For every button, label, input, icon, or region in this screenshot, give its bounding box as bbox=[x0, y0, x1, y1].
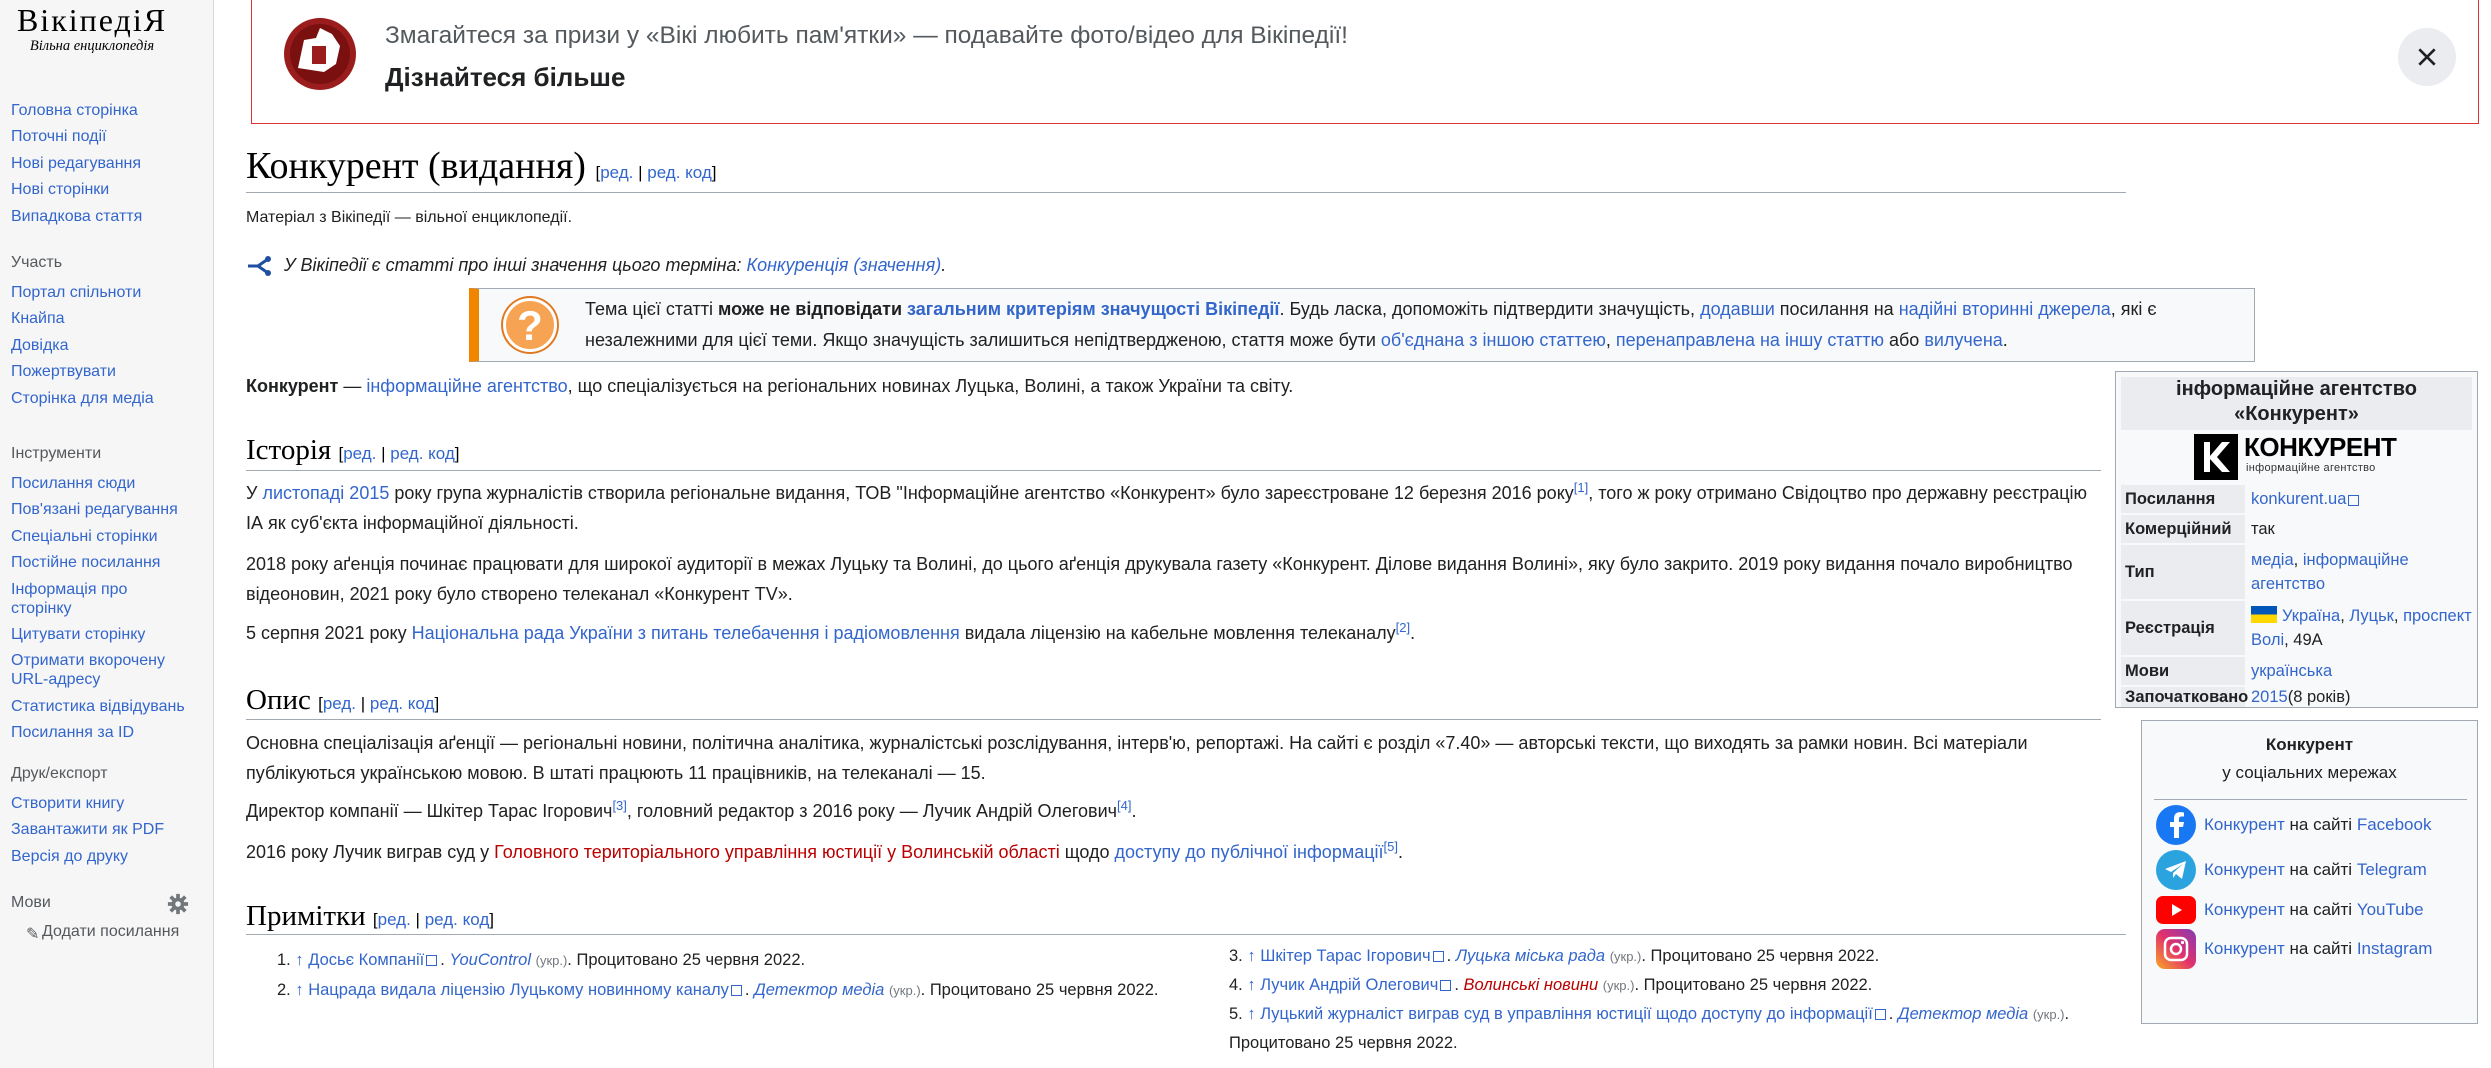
facebook-icon bbox=[2156, 805, 2196, 845]
description-heading: Опис [ред. | ред. код] bbox=[246, 684, 440, 716]
reference-1: 1. ↑ Досьє Компанії . YouControl (укр.). Процитовано 25 червня 2022. bbox=[277, 951, 806, 969]
participation-section bbox=[11, 253, 207, 415]
description-edit-link[interactable]: ред. bbox=[322, 694, 357, 713]
banner-close-button[interactable] bbox=[2398, 28, 2456, 86]
banner-learn-more-link[interactable]: Дізнайтеся більше bbox=[385, 62, 626, 92]
ref-3-title-link[interactable]: Шкітер Тарас Ігорович bbox=[1260, 947, 1431, 965]
sidebar bbox=[0, 0, 214, 1068]
reference-2: 2. ↑ Нацрада видала ліцензію Луцькому новинному каналу . Детектор медіа (укр.). Процитовано 25 червня 2022. bbox=[277, 981, 1159, 999]
notes-edit-link[interactable]: ред. bbox=[377, 910, 411, 929]
youtube-icon bbox=[2156, 890, 2196, 930]
telegram-icon bbox=[2156, 850, 2196, 890]
wiki-loves-monuments-logo bbox=[274, 16, 366, 92]
wikipedia-logo[interactable] bbox=[14, 2, 170, 54]
ref-1-link[interactable]: [1] bbox=[1573, 480, 1589, 495]
external-link-icon bbox=[426, 955, 437, 966]
disambiguation-link[interactable]: Конкуренція (значення) bbox=[746, 255, 942, 275]
deletion-link[interactable]: вилучена bbox=[1924, 330, 2003, 350]
social-title: Конкурент bbox=[2265, 735, 2354, 754]
ref-5-publisher-link[interactable]: Детектор медіа bbox=[1897, 1005, 2029, 1023]
ref-4-publisher-link[interactable]: Волинські новини bbox=[1463, 976, 1599, 994]
external-link-icon bbox=[1875, 1009, 1886, 1020]
add-links-button[interactable]: Додати посилання bbox=[42, 923, 180, 940]
notes-edit-source-link[interactable]: ред. код bbox=[424, 910, 490, 929]
type-news-agency-link[interactable]: інформаційне агентство bbox=[2251, 551, 2409, 593]
title-divider bbox=[246, 192, 2126, 193]
instagram-site-link[interactable]: Instagram bbox=[2356, 939, 2433, 958]
language-ukrainian-link[interactable]: українська bbox=[2251, 662, 2333, 680]
external-link-icon bbox=[1433, 951, 1444, 962]
ref-5-title-link[interactable]: Луцький журналіст виграв суд в управління юстиції щодо доступу до інформації bbox=[1260, 1005, 1873, 1023]
konkurent-logo-mark bbox=[2194, 434, 2238, 480]
public-info-access-link[interactable]: доступу до публічної інформації bbox=[1114, 842, 1384, 862]
ref-5-link[interactable]: [5] bbox=[1383, 839, 1398, 854]
ref-4-title-link[interactable]: Лучик Андрій Олегович bbox=[1260, 976, 1439, 994]
social-row-instagram: Конкурент на сайті Instagram bbox=[2156, 929, 2432, 969]
notability-criteria-link[interactable]: загальним критеріям значущості Вікіпедії bbox=[907, 299, 1280, 319]
ref-1-publisher-link[interactable]: YouControl bbox=[449, 951, 532, 969]
description-paragraph-3: 2016 року Лучик виграв суд у Головного територіального управління юстиції у Волинській області щодо доступу до публічної інформації[5]. bbox=[246, 839, 1404, 862]
tool-short-url[interactable]: Отримати вкорочену URL-адресу bbox=[11, 652, 165, 689]
languages-header: Мови bbox=[11, 894, 51, 911]
logo-title: ВікіпедіЯ bbox=[16, 2, 168, 38]
ref-1-title-link[interactable]: Досьє Компанії bbox=[308, 951, 425, 969]
infobox-title: інформаційне агентство «Конкурент» bbox=[2121, 377, 2472, 430]
history-paragraph-2: 2018 року аґенція починає працювати для широкої аудиторії в межах Луцьку та Волині, до цього аґенція друкувала газету «Конкурент. Ділове видання Волині», яку було закрито. 2019 року видання почало виробництво відеоновин, 2021 року було створено телеканал «Конкурент TV». bbox=[246, 554, 2073, 604]
banner-text: Змагайтеся за призи у «Вікі любить пам'ятки» — подавайте фото/відео для Вікіпедії! bbox=[385, 22, 1348, 49]
title-edit-link[interactable]: ред. bbox=[600, 163, 634, 182]
infobox-row-founded: Започатковано 2015 (8 років) bbox=[2121, 687, 2472, 707]
ref-2-title-link[interactable]: Нацрада видала ліцензію Луцькому новинному каналу bbox=[308, 981, 729, 999]
infobox-row-registration: Реєстрація Україна, Луцьк, проспект Волі, 49А bbox=[2121, 601, 2472, 655]
november-2015-link[interactable]: листопаді 2015 bbox=[262, 483, 390, 503]
page-title: Конкурент (видання) [ред. | ред. код] bbox=[246, 145, 717, 187]
merge-link[interactable]: об'єднана з іншою статтею bbox=[1380, 330, 1606, 350]
print-section bbox=[11, 764, 207, 873]
print-header: Друк/експорт bbox=[11, 765, 108, 782]
ref-3-publisher-link[interactable]: Луцька міська рада bbox=[1455, 947, 1606, 965]
news-agency-link[interactable]: інформаційне агентство bbox=[366, 376, 568, 396]
nav-random-article[interactable]: Випадкова стаття bbox=[11, 207, 143, 225]
description-edit-source-link[interactable]: ред. код bbox=[369, 694, 435, 713]
ref-4-backlink[interactable]: ↑ bbox=[1247, 976, 1256, 994]
pencil-icon: ✎ bbox=[26, 926, 40, 943]
ref-2-backlink[interactable]: ↑ bbox=[295, 981, 304, 999]
nav-village-pump[interactable]: Кнайпа bbox=[11, 310, 65, 328]
social-row-telegram: Конкурент на сайті Telegram bbox=[2156, 850, 2427, 890]
infobox-row-type: Тип медіа, інформаційне агентство bbox=[2121, 545, 2472, 599]
ref-5-backlink[interactable]: ↑ bbox=[1247, 1005, 1256, 1023]
gear-icon[interactable] bbox=[167, 893, 189, 915]
tool-page-views[interactable]: Статистика відвідувань bbox=[11, 697, 185, 715]
reg-lutsk-link[interactable]: Луцьк bbox=[2349, 607, 2394, 625]
notes-divider bbox=[246, 934, 2126, 935]
social-divider bbox=[2154, 799, 2467, 800]
site-tagline: Матеріал з Вікіпедії — вільної енциклопедії. bbox=[246, 209, 573, 226]
justice-department-redlink[interactable]: Головного територіального управління юстиції у Волинській області bbox=[494, 842, 1060, 862]
nav-main-page[interactable]: Головна сторінка bbox=[11, 102, 138, 119]
print-create-book[interactable]: Створити книгу bbox=[11, 795, 125, 812]
nav-donate[interactable]: Пожертвувати bbox=[11, 363, 116, 381]
reg-ukraine-link[interactable]: Україна bbox=[2282, 607, 2341, 625]
tool-cite-page[interactable]: Цитувати сторінку bbox=[11, 625, 146, 643]
reg-prospect-voli-link[interactable]: проспект Волі bbox=[2251, 607, 2472, 649]
external-link-icon bbox=[1440, 980, 1451, 991]
redirect-link[interactable]: перенаправлена на іншу статтю bbox=[1615, 330, 1884, 350]
website-link[interactable]: konkurent.ua bbox=[2251, 490, 2347, 508]
lead-paragraph: Конкурент — інформаційне агентство, що спеціалізується на регіональних новинах Луцька, Волині, а також України та світу. bbox=[246, 376, 1294, 396]
nav-recent-changes[interactable]: Нові редагування bbox=[11, 154, 142, 172]
tools-section bbox=[11, 444, 207, 750]
ref-2-link[interactable]: [2] bbox=[1395, 620, 1411, 635]
question-mark-icon: ? bbox=[503, 298, 557, 352]
social-subtitle: у соціальних мережах bbox=[2222, 763, 2397, 782]
print-download-pdf[interactable]: Завантажити як PDF bbox=[11, 821, 165, 839]
telegram-profile-link[interactable]: Конкурент bbox=[2204, 860, 2285, 879]
disambiguation-icon bbox=[246, 256, 272, 276]
participation-header: Участь bbox=[11, 254, 63, 271]
reference-5: 5. ↑ Луцький журналіст виграв суд в управління юстиції щодо доступу до інформації . Детектор медіа (укр.). Процитовано 25 червня 2022. bbox=[1229, 1005, 2070, 1052]
youtube-profile-link[interactable]: Конкурент bbox=[2204, 900, 2285, 919]
type-media-link[interactable]: медіа bbox=[2251, 551, 2294, 569]
history-edit-link[interactable]: ред. bbox=[343, 444, 377, 463]
tool-what-links-here[interactable]: Посилання сюди bbox=[11, 475, 136, 492]
disambiguation-hatnote: У Вікіпедії є статті про інші значення цього терміна: Конкуренція (значення). bbox=[246, 255, 946, 276]
tool-related-changes[interactable]: Пов'язані редагування bbox=[11, 501, 178, 519]
logo-subtitle: Вільна енциклопедія bbox=[29, 38, 155, 54]
external-link-icon bbox=[731, 985, 742, 996]
notes-heading: Примітки [ред. | ред. код] bbox=[246, 900, 494, 932]
notability-text: Тема цієї статті може не відповідати загальним критеріям значущості Вікіпедії. Будь ласка, допоможіть підтвердити значущість, додавши посилання на надійні вторинні джерела, які є незалежними для цієї теми. Якщо значущість залишиться непідтвердженою, стаття може бути об'єднана з іншою статтею, перенаправлена на іншу статтю або вилучена. bbox=[585, 299, 2157, 350]
title-edit-links: [ред. | ред. код] bbox=[595, 163, 717, 182]
ref-1-backlink[interactable]: ↑ bbox=[295, 951, 304, 969]
instagram-icon bbox=[2156, 929, 2196, 969]
tools-header: Інструменти bbox=[11, 445, 102, 462]
social-row-youtube: Конкурент на сайті YouTube bbox=[2156, 890, 2424, 930]
infobox-row-website: Посилання konkurent.ua bbox=[2121, 485, 2472, 513]
national-council-link[interactable]: Національна рада України з питань телебачення і радіомовлення bbox=[411, 623, 960, 643]
facebook-profile-link[interactable]: Конкурент bbox=[2204, 815, 2285, 834]
infobox-row-languages: Мови українська bbox=[2121, 657, 2472, 685]
konkurent-logo[interactable] bbox=[2194, 432, 2404, 482]
tool-special-pages[interactable]: Спеціальні сторінки bbox=[11, 527, 158, 545]
nav-help[interactable]: Довідка bbox=[11, 336, 69, 354]
tool-wikidata-item[interactable]: Посилання за ID bbox=[11, 724, 135, 742]
nav-current-events[interactable]: Поточні події bbox=[11, 128, 107, 146]
tool-permanent-link[interactable]: Постійне посилання bbox=[11, 554, 161, 572]
history-edit-source-link[interactable]: ред. код bbox=[390, 444, 455, 463]
reference-4: 4. ↑ Лучик Андрій Олегович . Волинські новини (укр.). Процитовано 25 червня 2022. bbox=[1229, 976, 1873, 994]
konkurent-logo-text: КОНКУРЕНТ bbox=[2244, 432, 2397, 462]
description-divider bbox=[246, 719, 2101, 720]
tool-page-info[interactable]: Інформація про сторінку bbox=[11, 580, 128, 617]
ref-2-publisher-link[interactable]: Детектор медіа bbox=[754, 981, 885, 999]
ref-4-link[interactable]: [4] bbox=[1117, 798, 1132, 813]
nav-community-portal[interactable]: Портал спільноти bbox=[11, 284, 142, 301]
konkurent-logo-subtitle: інформаційне агентство bbox=[2246, 462, 2376, 474]
social-row-facebook: Конкурент на сайті Facebook bbox=[2156, 805, 2431, 845]
nav-media-page[interactable]: Сторінка для медіа bbox=[11, 389, 154, 407]
main-navigation bbox=[11, 101, 207, 233]
reference-3: 3. ↑ Шкітер Тарас Ігорович . Луцька міська рада (укр.). Процитовано 25 червня 2022. bbox=[1229, 947, 1880, 965]
social-media-box bbox=[2141, 720, 2478, 1024]
history-paragraph-3: 5 серпня 2021 року Національна рада України з питань телебачення і радіомовлення видала ліцензію на кабельне мовлення телеканалу[2]. bbox=[246, 620, 1416, 643]
telegram-site-link[interactable]: Telegram bbox=[2356, 860, 2427, 879]
infobox bbox=[2115, 371, 2478, 708]
youtube-site-link[interactable]: YouTube bbox=[2356, 900, 2424, 919]
facebook-site-link[interactable]: Facebook bbox=[2356, 815, 2432, 834]
central-notice-banner bbox=[251, 0, 2479, 124]
nav-new-pages[interactable]: Нові сторінки bbox=[11, 181, 110, 199]
add-sources-link[interactable]: додавши bbox=[1700, 299, 1775, 319]
reliable-sources-link[interactable]: надійні вторинні джерела bbox=[1898, 299, 2111, 319]
notability-notice bbox=[469, 288, 2255, 362]
history-paragraph-1: У листопаді 2015 року група журналістів створила регіональне видання, ТОВ "Інформаційне агентство «Конкурент» було зареєстроване 12 березня 2016 року[1], того ж року отримано Свідоцтво про державну реєстрацію ІА як суб'єкта інформаційної діяльності. bbox=[246, 480, 2088, 533]
ukraine-flag-icon bbox=[2251, 606, 2277, 623]
founded-year-link[interactable]: 2015 bbox=[2251, 688, 2288, 706]
history-divider bbox=[246, 470, 2101, 471]
description-paragraph-2: Директор компанії — Шкітер Тарас Ігорович[3], головний редактор з 2016 року — Лучик Андрій Олегович[4]. bbox=[246, 798, 1137, 821]
close-icon bbox=[2416, 46, 2438, 68]
instagram-profile-link[interactable]: Конкурент bbox=[2204, 939, 2285, 958]
description-paragraph-1: Основна спеціалізація аґенції — регіональні новини, політична аналітика, журналістські розслідування, інтерв'ю, репортажі. На сайті є розділ «7.40» — авторські тексти, що виходять за рамки новин. Всі матеріали публікуються українською мовою. В штаті працюють 11 працівників, на телеканалі — 15. bbox=[246, 733, 2028, 783]
external-link-icon bbox=[2348, 495, 2359, 506]
ref-3-link[interactable]: [3] bbox=[612, 798, 627, 813]
print-printable-version[interactable]: Версія до друку bbox=[11, 847, 129, 865]
history-heading: Історія [ред. | ред. код] bbox=[246, 434, 460, 466]
title-edit-source-link[interactable]: ред. код bbox=[647, 163, 712, 182]
ref-3-backlink[interactable]: ↑ bbox=[1247, 947, 1256, 965]
infobox-row-commercial: Комерційний так bbox=[2121, 515, 2472, 543]
